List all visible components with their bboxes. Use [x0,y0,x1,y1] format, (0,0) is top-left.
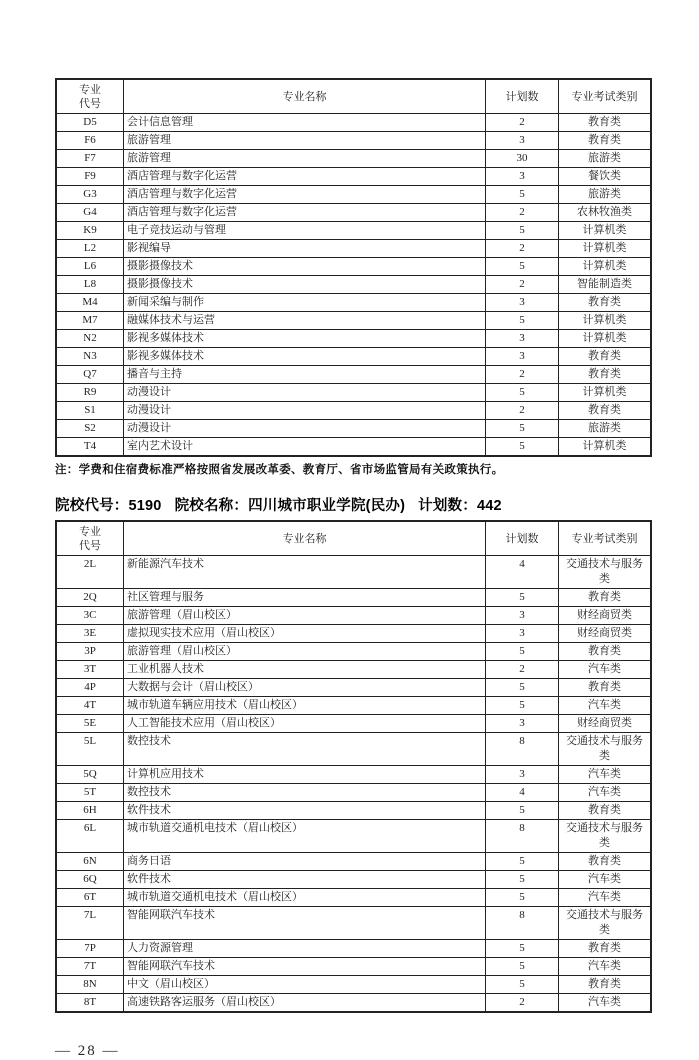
cell-name: 软件技术 [124,871,486,889]
cell-name: 新能源汽车技术 [124,556,486,589]
table-row [56,222,651,240]
cell-name: 旅游管理（眉山校区） [124,643,486,661]
table-header [56,521,651,556]
cell-category: 交通技术与服务类 [559,556,652,589]
table-row [56,384,651,402]
cell-plan: 5 [486,222,559,240]
cell-category: 旅游类 [559,420,652,438]
major-plan-table-2 [55,520,652,1013]
cell-code: 3T [56,661,124,679]
cell-plan: 2 [486,276,559,294]
cell-category: 汽车类 [559,661,652,679]
cell-code: 7T [56,958,124,976]
cell-code: 6N [56,853,124,871]
cell-plan: 8 [486,733,559,766]
cell-category: 交通技术与服务类 [559,907,652,940]
cell-category: 教育类 [559,940,652,958]
cell-name: 计算机应用技术 [124,766,486,784]
cell-category: 教育类 [559,366,652,384]
cell-category: 教育类 [559,589,652,607]
cell-code: F6 [56,132,124,150]
cell-plan: 5 [486,679,559,697]
cell-name: 动漫设计 [124,420,486,438]
cell-name: 虚拟现实技术应用（眉山校区） [124,625,486,643]
table-body [56,556,651,1013]
cell-plan: 2 [486,240,559,258]
cell-code: 6H [56,802,124,820]
cell-code: F9 [56,168,124,186]
cell-category: 教育类 [559,348,652,366]
cell-category: 汽车类 [559,784,652,802]
cell-plan: 4 [486,784,559,802]
cell-code: Q7 [56,366,124,384]
cell-category: 计算机类 [559,438,652,457]
cell-category: 旅游类 [559,150,652,168]
cell-code: 8T [56,994,124,1013]
cell-category: 农林牧渔类 [559,204,652,222]
table-row [56,679,651,697]
column-header-major-name: 专业名称 [124,79,486,114]
cell-code: 3E [56,625,124,643]
cell-plan: 5 [486,643,559,661]
cell-plan: 5 [486,871,559,889]
cell-category: 教育类 [559,802,652,820]
cell-category: 教育类 [559,294,652,312]
cell-name: 城市轨道车辆应用技术（眉山校区） [124,697,486,715]
cell-category: 汽车类 [559,889,652,907]
cell-plan: 2 [486,366,559,384]
fee-policy-note: 注：学费和住宿费标准严格按照省发展改革委、教育厅、省市场监管局有关政策执行。 [55,464,504,476]
school-code-label: 院校代号： [55,498,129,514]
cell-plan: 4 [486,556,559,589]
cell-plan: 3 [486,766,559,784]
table-row [56,240,651,258]
cell-plan: 3 [486,715,559,733]
cell-plan: 5 [486,384,559,402]
cell-name: 影视多媒体技术 [124,330,486,348]
table-row [56,958,651,976]
cell-code: L6 [56,258,124,276]
table-row [56,258,651,276]
column-header-major-name: 专业名称 [124,521,486,556]
cell-name: 人力资源管理 [124,940,486,958]
cell-name: 数控技术 [124,784,486,802]
cell-name: 大数据与会计（眉山校区） [124,679,486,697]
cell-category: 计算机类 [559,330,652,348]
cell-category: 计算机类 [559,240,652,258]
cell-name: 社区管理与服务 [124,589,486,607]
cell-plan: 2 [486,994,559,1013]
cell-name: 软件技术 [124,802,486,820]
page-number: — 28 — [55,1043,120,1059]
cell-plan: 3 [486,625,559,643]
table-row [56,366,651,384]
cell-code: G4 [56,204,124,222]
cell-plan: 5 [486,697,559,715]
cell-name: 会计信息管理 [124,114,486,132]
cell-plan: 3 [486,348,559,366]
cell-plan: 5 [486,312,559,330]
cell-name: 酒店管理与数字化运营 [124,204,486,222]
cell-code: 6T [56,889,124,907]
table-row [56,820,651,853]
cell-code: 3P [56,643,124,661]
cell-name: 高速铁路客运服务（眉山校区） [124,994,486,1013]
table-row [56,661,651,679]
column-header-major-code: 专业 代号 [56,79,124,114]
cell-code: G3 [56,186,124,204]
cell-plan: 3 [486,294,559,312]
table-row [56,715,651,733]
cell-name: 酒店管理与数字化运营 [124,168,486,186]
table-row [56,330,651,348]
cell-plan: 3 [486,132,559,150]
table-row [56,438,651,457]
cell-code: 3C [56,607,124,625]
cell-category: 教育类 [559,402,652,420]
table-row [56,150,651,168]
table-row [56,697,651,715]
cell-code: K9 [56,222,124,240]
cell-plan: 2 [486,661,559,679]
cell-name: 播音与主持 [124,366,486,384]
table-row [56,871,651,889]
cell-name: 工业机器人技术 [124,661,486,679]
column-header-plan-count: 计划数 [486,79,559,114]
cell-plan: 2 [486,114,559,132]
table-header-row [56,79,651,114]
table-row [56,643,651,661]
table-row [56,625,651,643]
table-row [56,589,651,607]
table-row [56,114,651,132]
cell-code: D5 [56,114,124,132]
cell-code: 4P [56,679,124,697]
cell-category: 交通技术与服务类 [559,733,652,766]
table-row [56,802,651,820]
table-row [56,766,651,784]
cell-category: 教育类 [559,114,652,132]
cell-plan: 5 [486,976,559,994]
table-row [56,168,651,186]
cell-category: 交通技术与服务类 [559,820,652,853]
cell-code: 2Q [56,589,124,607]
school-code-value: 5190 [128,498,162,514]
cell-category: 财经商贸类 [559,715,652,733]
cell-name: 数控技术 [124,733,486,766]
cell-category: 教育类 [559,643,652,661]
cell-plan: 2 [486,402,559,420]
cell-plan: 5 [486,438,559,457]
cell-name: 动漫设计 [124,402,486,420]
table-row [56,556,651,589]
cell-plan: 3 [486,607,559,625]
table-row [56,204,651,222]
cell-code: F7 [56,150,124,168]
table-row [56,402,651,420]
table-row [56,186,651,204]
table-row [56,940,651,958]
cell-code: S1 [56,402,124,420]
column-header-exam-category: 专业考试类别 [559,521,652,556]
cell-category: 财经商贸类 [559,625,652,643]
cell-code: 7L [56,907,124,940]
cell-code: T4 [56,438,124,457]
cell-category: 教育类 [559,132,652,150]
cell-plan: 5 [486,940,559,958]
cell-code: N3 [56,348,124,366]
table-row [56,784,651,802]
cell-plan: 3 [486,168,559,186]
school-plan-value: 442 [476,498,502,514]
cell-code: 6L [56,820,124,853]
table-row [56,312,651,330]
cell-name: 摄影摄像技术 [124,276,486,294]
cell-code: 4T [56,697,124,715]
cell-name: 城市轨道交通机电技术（眉山校区） [124,820,486,853]
cell-category: 旅游类 [559,186,652,204]
cell-plan: 8 [486,820,559,853]
table-row [56,276,651,294]
cell-name: 智能网联汽车技术 [124,958,486,976]
cell-code: L8 [56,276,124,294]
cell-code: 5T [56,784,124,802]
cell-plan: 5 [486,853,559,871]
cell-plan: 5 [486,589,559,607]
cell-plan: 5 [486,958,559,976]
cell-category: 计算机类 [559,312,652,330]
table-row [56,907,651,940]
cell-category: 智能制造类 [559,276,652,294]
column-header-major-code: 专业 代号 [56,521,124,556]
cell-category: 计算机类 [559,222,652,240]
cell-plan: 30 [486,150,559,168]
table-row [56,607,651,625]
cell-name: 新闻采编与制作 [124,294,486,312]
cell-name: 动漫设计 [124,384,486,402]
cell-category: 教育类 [559,976,652,994]
table-row [56,294,651,312]
cell-name: 影视多媒体技术 [124,348,486,366]
major-plan-table-1 [55,78,652,457]
cell-code: N2 [56,330,124,348]
cell-name: 摄影摄像技术 [124,258,486,276]
table-row [56,976,651,994]
cell-category: 财经商贸类 [559,607,652,625]
cell-category: 汽车类 [559,994,652,1013]
cell-category: 汽车类 [559,958,652,976]
school-plan-label: 计划数： [418,498,477,514]
table-row [56,853,651,871]
cell-code: 2L [56,556,124,589]
cell-name: 融媒体技术与运营 [124,312,486,330]
cell-code: 6Q [56,871,124,889]
table-row [56,348,651,366]
cell-plan: 3 [486,330,559,348]
school-name-label: 院校名称： [174,498,249,514]
cell-code: S2 [56,420,124,438]
cell-name: 城市轨道交通机电技术（眉山校区） [124,889,486,907]
cell-code: 8N [56,976,124,994]
cell-code: 7P [56,940,124,958]
school-header [55,494,645,515]
cell-category: 餐饮类 [559,168,652,186]
cell-plan: 5 [486,889,559,907]
cell-name: 旅游管理（眉山校区） [124,607,486,625]
table-row [56,889,651,907]
cell-plan: 2 [486,204,559,222]
cell-code: L2 [56,240,124,258]
cell-plan: 5 [486,258,559,276]
table-row [56,420,651,438]
cell-code: 5E [56,715,124,733]
table-row [56,733,651,766]
table-row [56,132,651,150]
column-header-exam-category: 专业考试类别 [559,79,652,114]
cell-category: 汽车类 [559,697,652,715]
cell-category: 汽车类 [559,766,652,784]
cell-category: 教育类 [559,679,652,697]
cell-name: 智能网联汽车技术 [124,907,486,940]
column-header-plan-count: 计划数 [486,521,559,556]
cell-name: 商务日语 [124,853,486,871]
cell-code: 5Q [56,766,124,784]
table-header [56,79,651,114]
cell-plan: 5 [486,420,559,438]
cell-plan: 8 [486,907,559,940]
cell-category: 计算机类 [559,258,652,276]
cell-category: 教育类 [559,853,652,871]
cell-name: 旅游管理 [124,150,486,168]
cell-plan: 5 [486,802,559,820]
school-name-value: 四川城市职业学院(民办) [248,498,406,514]
cell-name: 电子竞技运动与管理 [124,222,486,240]
cell-code: 5L [56,733,124,766]
table-row [56,994,651,1013]
cell-name: 影视编导 [124,240,486,258]
table-body [56,114,651,457]
cell-code: M4 [56,294,124,312]
cell-category: 计算机类 [559,384,652,402]
cell-name: 人工智能技术应用（眉山校区） [124,715,486,733]
cell-name: 中文（眉山校区） [124,976,486,994]
cell-code: M7 [56,312,124,330]
cell-category: 汽车类 [559,871,652,889]
cell-plan: 5 [486,186,559,204]
table-header-row [56,521,651,556]
cell-name: 酒店管理与数字化运营 [124,186,486,204]
cell-code: R9 [56,384,124,402]
cell-name: 旅游管理 [124,132,486,150]
cell-name: 室内艺术设计 [124,438,486,457]
